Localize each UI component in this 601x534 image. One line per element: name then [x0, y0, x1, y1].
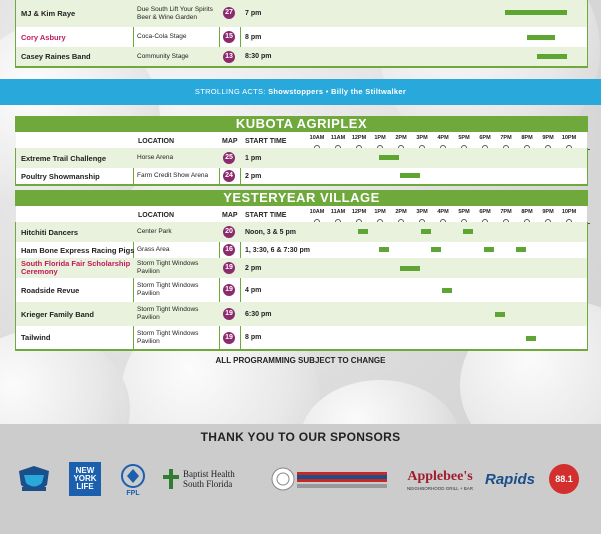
- fpl-logo: [116, 462, 150, 498]
- hour-tick-label: 10AM: [309, 135, 325, 141]
- fair-logo: [14, 462, 54, 498]
- timeline-bar: [505, 10, 567, 15]
- hour-tick-label: 5PM: [458, 209, 470, 215]
- table-row: [16, 222, 587, 242]
- map-header: MAP: [222, 212, 238, 219]
- timeline-bar: [400, 173, 420, 178]
- hour-tick-label: 6PM: [479, 209, 491, 215]
- map-badge: 15: [223, 31, 235, 43]
- map-badge: 19: [223, 284, 235, 296]
- timeline-bar: [379, 247, 389, 252]
- hour-tick-label: 2PM: [395, 135, 407, 141]
- act-location: Storm Tight Windows Pavilion: [137, 282, 199, 297]
- act-time: 4 pm: [245, 286, 262, 294]
- timeline-bar: [400, 266, 420, 271]
- act-name: Extreme Trail Challenge: [21, 153, 107, 163]
- timeline-bar: [442, 288, 452, 293]
- applebees-text: Applebee's: [407, 468, 473, 484]
- act-location: Coca-Cola Stage: [137, 33, 187, 40]
- fpl-text: FPL: [126, 490, 140, 497]
- act-name: Krieger Family Band: [21, 309, 94, 319]
- act-name: South Florida Fair Scholarship Ceremony: [21, 259, 131, 276]
- strolling-acts: Showstoppers • Billy the Stiltwalker: [268, 87, 407, 96]
- rapids-text: Rapids: [484, 470, 535, 488]
- hour-tick-label: 9PM: [542, 209, 554, 215]
- location-header: LOCATION: [138, 138, 175, 145]
- hour-tick-label: 12PM: [351, 209, 367, 215]
- map-badge: 24: [223, 170, 235, 182]
- table-row: [16, 302, 587, 326]
- radio-881-text: 88.1: [549, 464, 579, 494]
- table-row: [16, 47, 587, 66]
- act-name: Poultry Showmanship: [21, 171, 100, 181]
- applebees-sub: NEIGHBORHOOD GRILL + BAR: [407, 485, 473, 491]
- timeline-bar: [516, 247, 526, 252]
- table-row: [16, 148, 587, 168]
- act-location: Storm Tight Windows Pavilion: [137, 260, 199, 275]
- map-badge: 16: [223, 244, 235, 256]
- act-name: Hitchiti Dancers: [21, 227, 79, 237]
- timeline-bar: [358, 229, 368, 234]
- map-header: MAP: [222, 138, 238, 145]
- map-badge: 25: [223, 152, 235, 164]
- act-time: Noon, 3 & 5 pm: [245, 228, 296, 236]
- act-time: 2 pm: [245, 172, 262, 180]
- map-badge: 27: [223, 7, 235, 19]
- timeline-bar: [431, 247, 441, 252]
- divider: [15, 349, 588, 351]
- act-location: Community Stage: [137, 52, 189, 60]
- map-badge: 19: [223, 332, 235, 344]
- act-location: Grass Area: [137, 246, 170, 253]
- act-time: 2 pm: [245, 264, 262, 272]
- start-time-header: START TIME: [245, 212, 287, 219]
- nyl-text: NEW: [75, 466, 95, 475]
- table-row: [16, 258, 587, 278]
- act-location: Horse Arena: [137, 154, 174, 161]
- sponsors-title: THANK YOU TO OUR SPONSORS: [200, 430, 401, 444]
- hour-tick-label: 7PM: [500, 209, 512, 215]
- act-name: Tailwind: [21, 333, 51, 342]
- hour-tick-label: 4PM: [437, 209, 449, 215]
- hour-tick-label: 11AM: [330, 209, 346, 215]
- divider: [15, 66, 588, 68]
- new-york-life-logo: [69, 462, 101, 496]
- act-name: Ham Bone Express Racing Pigs: [21, 245, 135, 255]
- timeline-bar: [527, 35, 555, 40]
- timeline-bar: [463, 229, 473, 234]
- table-row: [16, 27, 587, 47]
- hour-tick-label: 3PM: [416, 209, 428, 215]
- hour-tick-label: 10AM: [309, 209, 325, 215]
- act-name: Cory Asbury: [21, 32, 66, 42]
- location-header: LOCATION: [138, 212, 175, 219]
- kubota-panel: [15, 148, 588, 184]
- hour-tick-label: 10PM: [561, 209, 577, 215]
- strolling-label: STROLLING ACTS:: [194, 87, 266, 96]
- map-badge: 13: [223, 51, 235, 63]
- act-time: 8 pm: [245, 33, 262, 41]
- applebees-logo: [405, 462, 475, 498]
- act-location: Center Park: [137, 228, 172, 235]
- table-row: [16, 166, 587, 186]
- act-name: MJ & Kim Raye: [21, 9, 76, 18]
- map-badge: 19: [223, 262, 235, 274]
- hour-tick-label: 4PM: [437, 135, 449, 141]
- act-name: Casey Raines Band: [21, 52, 91, 61]
- table-row: [16, 326, 587, 349]
- act-time: 8 pm: [245, 334, 262, 341]
- hour-tick-label: 1PM: [374, 135, 386, 141]
- timeline-bar: [421, 229, 431, 234]
- start-time-header: START TIME: [245, 138, 287, 145]
- hour-tick-label: 8PM: [521, 135, 533, 141]
- map-badge: 19: [223, 308, 235, 320]
- section-title-kubota: KUBOTA AGRIPLEX: [15, 116, 588, 132]
- act-time: 1 pm: [245, 154, 262, 162]
- table-row: [16, 240, 587, 260]
- act-name: Roadside Revue: [21, 285, 80, 295]
- hour-tick-label: 5PM: [458, 135, 470, 141]
- table-row: [16, 278, 587, 302]
- hour-tick-label: 12PM: [351, 135, 367, 141]
- hour-tick-label: 6PM: [479, 135, 491, 141]
- timeline-bar: [537, 54, 567, 59]
- baptist-line1: Baptist Health: [183, 469, 235, 479]
- act-time: 6:30 pm: [245, 310, 272, 318]
- act-time: 1, 3:30, 6 & 7:30 pm: [245, 246, 310, 254]
- radio-881-logo: [548, 462, 580, 496]
- hour-tick-label: 11AM: [330, 135, 346, 141]
- rapids-logo: [480, 462, 540, 496]
- map-badge: 20: [223, 226, 235, 238]
- yesteryear-panel: [15, 222, 588, 349]
- hour-tick-label: 3PM: [416, 135, 428, 141]
- sponsor-badge-logo: [270, 462, 390, 496]
- act-location: Storm Tight Windows Pavilion: [137, 306, 199, 321]
- divider: [15, 184, 588, 186]
- hour-tick-label: 9PM: [542, 135, 554, 141]
- act-location: Farm Credit Show Arena: [137, 172, 209, 179]
- strolling-acts-banner: [0, 79, 601, 105]
- programming-notice: ALL PROGRAMMING SUBJECT TO CHANGE: [215, 356, 386, 365]
- timeline-bar: [495, 312, 505, 317]
- sponsors-section: [0, 424, 601, 534]
- hour-tick-label: 10PM: [561, 135, 577, 141]
- top-schedule-panel: [15, 0, 588, 66]
- hour-tick-label: 2PM: [395, 209, 407, 215]
- act-time: 7 pm: [245, 10, 262, 17]
- nyl-text: LIFE: [76, 482, 94, 491]
- section-title-yesteryear: YESTERYEAR VILLAGE: [15, 190, 588, 206]
- act-location: Due South Lift Your Spirits Beer & Wine Garden: [137, 5, 213, 21]
- timeline-bar: [379, 155, 399, 160]
- hour-tick-label: 8PM: [521, 209, 533, 215]
- timeline-bar: [526, 336, 536, 341]
- act-location: Storm Tight Windows Pavilion: [137, 329, 199, 345]
- act-time: 8:30 pm: [245, 53, 272, 60]
- hour-tick-label: 7PM: [500, 135, 512, 141]
- baptist-health-logo: [163, 462, 258, 496]
- hour-tick-label: 1PM: [374, 209, 386, 215]
- baptist-line2: South Florida: [183, 479, 233, 489]
- nyl-text: YORK: [73, 474, 97, 483]
- table-row: [16, 0, 587, 27]
- timeline-bar: [484, 247, 494, 252]
